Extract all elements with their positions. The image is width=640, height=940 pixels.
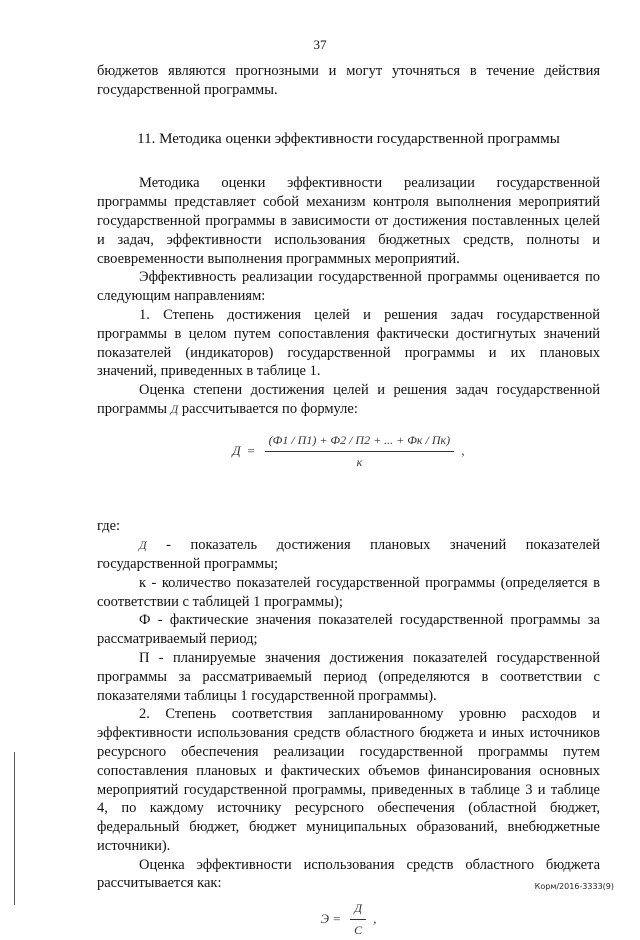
- paragraph-formula-intro: [97, 381, 600, 419]
- formula2-denominator: С: [354, 923, 363, 938]
- formula2-lhs: Э =: [320, 911, 342, 927]
- paragraph-methodology: Методика оценки эффективности реализации государственной программы представляет собой механизм контроля выполнения мероприятий государственной программы в зависимости от достижения поставленных целей и задач, эффективности использования бюджетных средств, полноты и своевременности выполнения программных мероприятий.: [97, 175, 600, 267]
- scan-artifact-line: [14, 752, 15, 905]
- formula2-numerator: Д: [350, 899, 366, 920]
- formula-intro-tail: рассчитывается по формуле:: [181, 400, 358, 417]
- definition-f: Ф - фактические значения показателей государственной программы за рассматриваемый период;: [97, 612, 600, 648]
- paragraph-direction-2: 2. Степень соответствия запланированному уровню расходов и эффективности использования средств областного бюджета и иных источников ресурсного обеспечения реализации государственной программы путем сопоставления плановых и фактических объемов финансирования основных мероприятий государственной программы, приведенных в таблице 3 и таблице 4, по каждому источнику ресурсного обеспечения (областной бюджет, федеральный бюджет, бюджет муниципальных образований, внебюджетные источники).: [97, 706, 600, 854]
- indicator-symbol: Д: [170, 401, 179, 416]
- formula-denominator: к: [356, 454, 363, 469]
- paragraph-direction-1: 1. Степень достижения целей и решения задач государственной программы в целом путем сопоставления фактически достигнутых значений показателей (индикаторов) государственной программы и их плановых значений, приведенных в таблице 1.: [97, 306, 600, 380]
- formula-efficiency: [97, 899, 600, 940]
- formula-intro-text: Оценка степени достижения целей и решения задач государственной программы: [97, 382, 600, 417]
- formula-tail: ,: [461, 442, 465, 458]
- definition-indicator: [97, 536, 600, 574]
- section-heading: 11. Методика оценки эффективности государственной программы: [137, 130, 560, 147]
- formula-achievement: Д = $\frac{(Ф1 / П1) + Ф2 / П2 + ... + Фк / Пк)}{к}$ ,: [97, 431, 600, 472]
- definition-text: - показатель достижения плановых значений показателей государственной программы;: [97, 537, 600, 572]
- paragraph-efficiency-intro: Оценка эффективности использования средств областного бюджета рассчитывается как:: [97, 856, 600, 892]
- document-footer-code: Корм/2016-3333(9): [534, 882, 614, 891]
- paragraph-continuation: бюджетов являются прогнозными и могут уточняться в течение действия государственной программы.: [97, 63, 600, 98]
- document-body: [97, 62, 600, 940]
- definition-p: П - планируемые значения достижения показателей государственной программы за рассматриваемый период (определяются в соответствии с показателями таблицы 1 государственной программы).: [97, 649, 600, 704]
- where-label: где:: [97, 518, 121, 535]
- paragraph-directions: Эффективность реализации государственной программы оценивается по следующим направлениям:: [97, 269, 600, 305]
- formula-fraction: [265, 431, 454, 472]
- definition-symbol: Д: [139, 538, 147, 553]
- formula-numerator: (Ф1 / П1) + Ф2 / П2 + ... + Фк / Пк): [265, 431, 454, 452]
- formula-lhs: Д: [232, 442, 241, 458]
- page-number: 37: [313, 37, 327, 52]
- formula2-tail: ,: [373, 911, 377, 927]
- definition-k: к - количество показателей государственной программы (определяется в соответствии с таблицей 1 программы);: [97, 574, 600, 610]
- formula2-fraction: [350, 899, 366, 940]
